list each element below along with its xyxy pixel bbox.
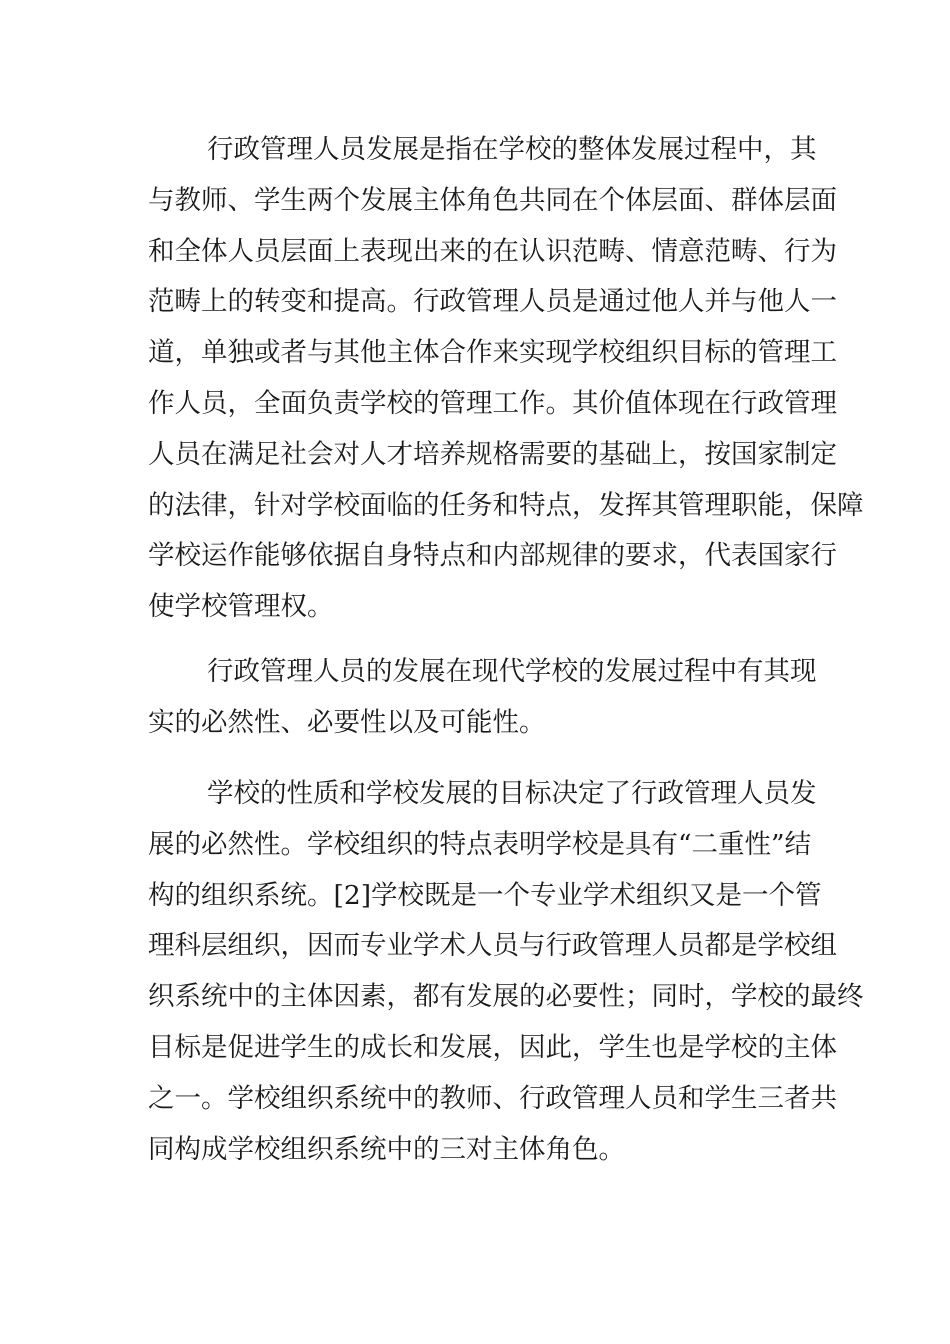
paragraph-line: 展的必然性。学校组织的特点表明学校是具有“二重性”结 <box>148 828 812 860</box>
paragraph-line: 人员在满足社会对人才培养规格需要的基础上，按国家制定 <box>148 438 837 470</box>
paragraph-line: 作人员，全面负责学校的管理工作。其价值体现在行政管理 <box>148 387 837 419</box>
paragraph-line: 目标是促进学生的成长和发展，因此，学生也是学校的主体 <box>148 1031 837 1063</box>
paragraph-3 <box>148 769 864 1175</box>
paragraph-1 <box>148 125 864 633</box>
paragraph-line: 的法律，针对学校面临的任务和特点，发挥其管理职能，保障 <box>148 489 864 521</box>
paragraph-line: 范畴上的转变和提高。行政管理人员是通过他人并与他人一 <box>148 286 837 318</box>
paragraph-line: 构的组织系统。[2]学校既是一个专业学术组织又是一个管 <box>148 879 822 911</box>
paragraph-line: 理科层组织，因而专业学术人员与行政管理人员都是学校组 <box>148 930 837 962</box>
paragraph-2 <box>148 647 817 749</box>
paragraph-line: 行政管理人员发展是指在学校的整体发展过程中，其 <box>207 134 817 165</box>
paragraph-line: 学校的性质和学校发展的目标决定了行政管理人员发 <box>207 778 817 809</box>
paragraph-line: 之一。学校组织系统中的教师、行政管理人员和学生三者共 <box>148 1082 837 1114</box>
paragraph-line: 和全体人员层面上表现出来的在认识范畴、情意范畴、行为 <box>148 235 837 267</box>
paragraph-line: 织系统中的主体因素，都有发展的必要性；同时，学校的最终 <box>148 981 864 1013</box>
paragraph-line: 学校运作能够依据自身特点和内部规律的要求，代表国家行 <box>148 540 837 572</box>
paragraph-line: 与教师、学生两个发展主体角色共同在个体层面、群体层面 <box>148 184 837 216</box>
paragraph-line: 同构成学校组织系统中的三对主体角色。 <box>148 1133 625 1165</box>
paragraph-line: 道，单独或者与其他主体合作来实现学校组织目标的管理工 <box>148 337 837 369</box>
paragraph-line: 实的必然性、必要性以及可能性。 <box>148 706 546 738</box>
paragraph-line: 使学校管理权。 <box>148 591 334 623</box>
paragraph-line: 行政管理人员的发展在现代学校的发展过程中有其现 <box>207 656 817 687</box>
